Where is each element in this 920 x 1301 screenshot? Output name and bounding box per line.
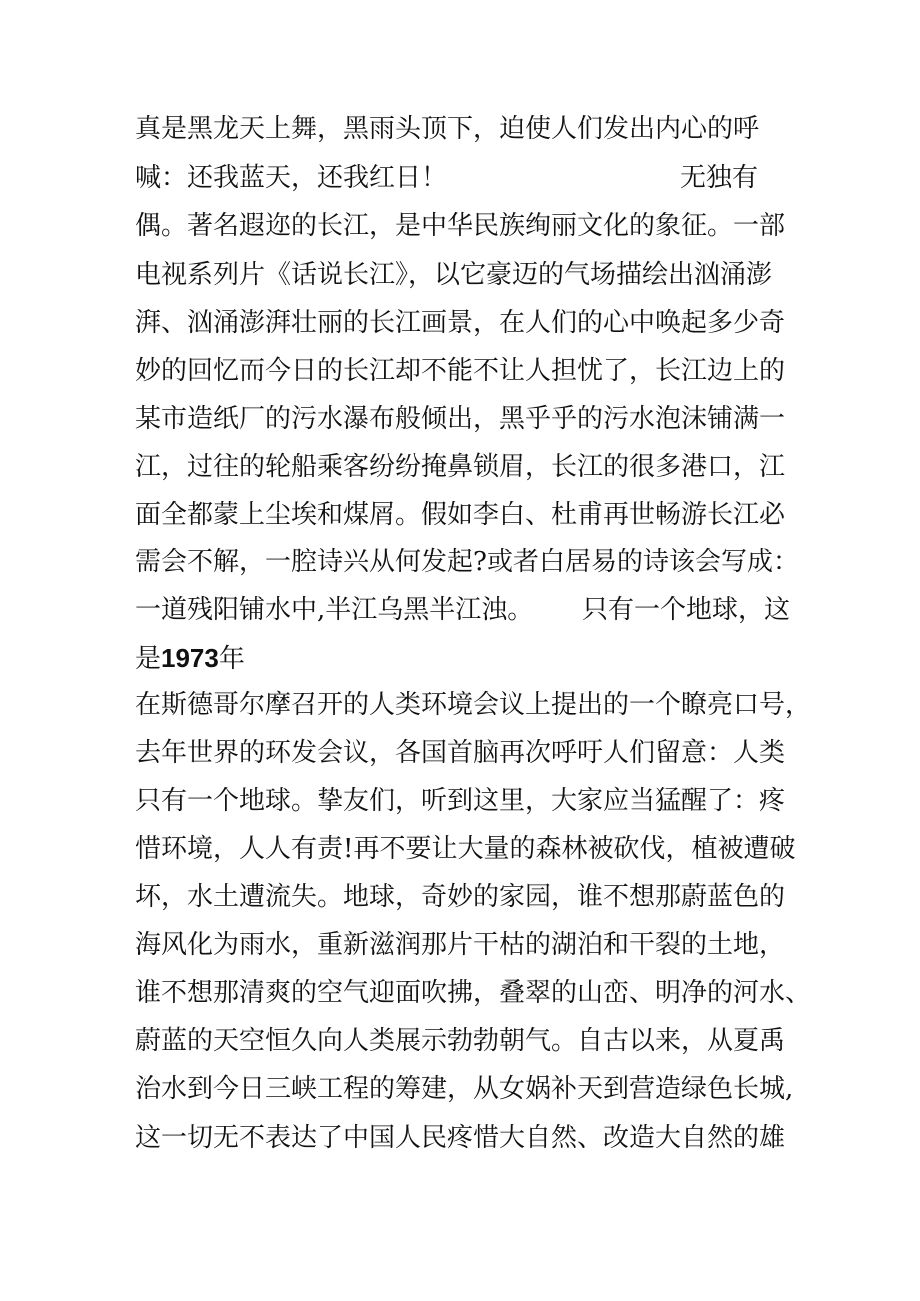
- year-number: 1973: [161, 643, 219, 673]
- text-line: 需会不解，一腔诗兴从何发起?或者白居易的诗该会写成：: [135, 547, 799, 577]
- text-line: 只有一个地球，这: [582, 595, 791, 625]
- text-line: 谁不想那清爽的空气迎面吹拂，叠翠的山峦、明净的河水、: [135, 978, 812, 1008]
- text-line: 治水到今日三峡工程的筹建，从女娲补天到营造绿色长城,: [135, 1074, 794, 1104]
- text-line: 无独有: [680, 163, 759, 193]
- text-line: 真是黑龙天上舞，黑雨头顶下，迫使人们发出内心的呼: [135, 114, 760, 144]
- text-line: 只有一个地球。挚友们，听到这里，大家应当猛醒了：疼: [135, 786, 786, 816]
- text-line: 一道残阳铺水中,半江乌黑半江浊。: [135, 595, 534, 625]
- text-fragment: 是: [135, 644, 162, 674]
- text-line: 面全都蒙上尘埃和煤屑。假如李白、杜甫再世畅游长江必: [135, 500, 786, 530]
- text-line: 在斯德哥尔摩召开的人类环境会议上提出的一个瞭亮口号，: [135, 690, 812, 720]
- text-line: 某市造纸厂的污水瀑布般倾出，黑乎乎的污水泡沫铺满一: [135, 404, 786, 434]
- text-line: 湃、汹涌澎湃壮丽的长江画景，在人们的心中唤起多少奇: [135, 308, 786, 338]
- text-line: [135, 642, 245, 675]
- text-line: 去年世界的环发会议，各国首脑再次呼吁人们留意：人类: [135, 738, 786, 768]
- text-line: 海风化为雨水，重新滋润那片干枯的湖泊和干裂的土地，: [135, 930, 786, 960]
- text-line: 喊：还我蓝天，还我红日！: [135, 163, 448, 193]
- text-fragment: 年: [218, 644, 245, 674]
- text-line: 妙的回忆而今日的长江却不能不让人担忧了，长江边上的: [135, 356, 786, 386]
- text-line: 惜环境，人人有责!再不要让大量的森林被砍伐，植被遭破: [135, 834, 796, 864]
- text-line: 电视系列片《话说长江》，以它豪迈的气场描绘出汹涌澎: [135, 260, 773, 290]
- text-line: 偶。著名遐迩的长江，是中华民族绚丽文化的象征。一部: [135, 211, 786, 241]
- text-line: 这一切无不表达了中国人民疼惜大自然、改造大自然的雄: [135, 1123, 786, 1153]
- text-line: 江，过往的轮船乘客纷纷掩鼻锁眉，长江的很多港口，江: [135, 452, 786, 482]
- text-line: 蔚蓝的天空恒久向人类展示勃勃朝气。自古以来，从夏禹: [135, 1026, 786, 1056]
- text-line: 坏，水土遭流失。地球，奇妙的家园，谁不想那蔚蓝色的: [135, 882, 786, 912]
